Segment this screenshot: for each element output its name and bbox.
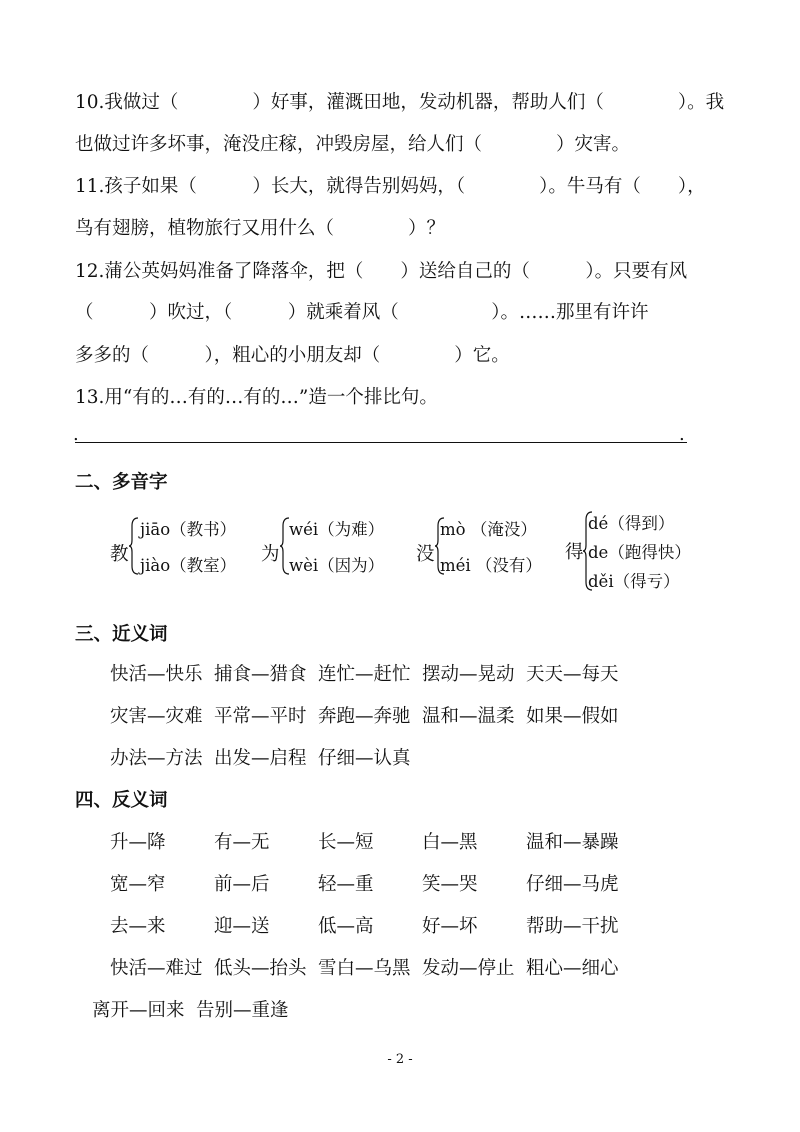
synonym-pair: 天天—每天 — [526, 664, 619, 685]
answer-line-end-dot: . — [679, 424, 685, 445]
antonym-pair: 好—坏 — [422, 916, 478, 937]
antonym-pair: 快活—难过 — [110, 958, 203, 979]
question-10-line-2: 也做过许多坏事，淹没庄稼，冲毁房屋，给人们（ ）灾害。 — [75, 134, 631, 155]
polyphone-char: 为 — [261, 544, 280, 565]
antonym-pair: 粗心—细心 — [526, 958, 619, 979]
antonym-pair: 有—无 — [214, 832, 270, 853]
polyphone-group-mei — [414, 512, 564, 592]
synonym-pair: 仔细—认真 — [318, 748, 411, 769]
question-11-line-2: 鸟有翅膀，植物旅行又用什么（ ）？ — [75, 218, 446, 239]
polyphone-reading: děi（得亏） — [588, 572, 680, 591]
antonym-pair: 迎—送 — [214, 916, 270, 937]
antonym-pair: 前—后 — [214, 874, 270, 895]
antonym-pair: 升—降 — [110, 832, 166, 853]
polyphone-group-wei — [259, 512, 399, 592]
question-13-line-1: 13.用“有的…有的…有的…”造一个排比句。 — [75, 387, 438, 408]
polyphone-reading: wéi（为难） — [289, 520, 385, 539]
antonym-pair: 帮助—干扰 — [526, 916, 619, 937]
polyphone-reading: dé（得到） — [588, 514, 675, 533]
antonym-pair: 雪白—乌黑 — [318, 958, 411, 979]
question-12-line-2: （ ）吹过，（ ）就乘着风（ ）。……那里有许许 — [75, 302, 649, 323]
polyphone-reading: jiāo（教书） — [140, 520, 237, 539]
section-polyphone-heading: 二、多音字 — [75, 472, 168, 493]
synonym-pair: 捕食—猎食 — [214, 664, 307, 685]
polyphone-char: 教 — [110, 544, 129, 565]
antonym-pair: 告别—重逢 — [196, 1000, 289, 1021]
synonym-pair: 办法—方法 — [110, 748, 203, 769]
polyphone-group-de — [563, 506, 713, 598]
synonym-pair: 温和—温柔 — [422, 706, 515, 727]
polyphone-reading: de（跑得快） — [588, 543, 691, 562]
antonym-pair: 长—短 — [318, 832, 374, 853]
question-12-line-3: 多多的（ ），粗心的小朋友却（ ）它。 — [75, 345, 510, 366]
antonym-pair: 去—来 — [110, 916, 166, 937]
antonym-pair: 温和—暴躁 — [526, 832, 619, 853]
polyphone-reading: wèi（因为） — [289, 556, 385, 575]
synonym-pair: 快活—快乐 — [110, 664, 203, 685]
antonym-pair: 低头—抬头 — [214, 958, 307, 979]
polyphone-char: 没 — [416, 544, 435, 565]
antonym-pair: 轻—重 — [318, 874, 374, 895]
antonym-pair: 低—高 — [318, 916, 374, 937]
antonym-pair: 离开—回来 — [92, 1000, 185, 1021]
synonym-pair: 平常—平时 — [214, 706, 307, 727]
question-12-line-1: 12.蒲公英妈妈准备了降落伞，把（ ）送给自己的（ ）。只要有风 — [75, 261, 688, 282]
polyphone-char: 得 — [565, 542, 584, 563]
answer-line-start-dot: . — [73, 424, 79, 445]
polyphone-reading: jiào（教室） — [140, 556, 237, 575]
synonym-pair: 出发—启程 — [214, 748, 307, 769]
answer-line[interactable] — [75, 442, 687, 443]
synonym-pair: 如果—假如 — [526, 706, 619, 727]
section-synonyms-heading: 三、近义词 — [75, 624, 168, 645]
question-11-line-1: 11.孩子如果（ ）长大，就得告别妈妈，（ ）。牛马有（ ）， — [75, 176, 706, 197]
section-antonyms-heading: 四、反义词 — [75, 790, 168, 811]
polyphone-group-jiao — [108, 512, 248, 592]
synonym-pair: 灾害—灾难 — [110, 706, 203, 727]
brace-icon — [128, 516, 140, 576]
synonym-pair: 连忙—赶忙 — [318, 664, 411, 685]
antonym-pair: 笑—哭 — [422, 874, 478, 895]
polyphone-reading: mò （淹没） — [440, 520, 537, 539]
polyphone-reading: méi （没有） — [440, 556, 542, 575]
antonym-pair: 发动—停止 — [422, 958, 515, 979]
synonym-pair: 奔跑—奔驰 — [318, 706, 411, 727]
antonym-pair: 宽—窄 — [110, 874, 166, 895]
page-number: - 2 - — [387, 1052, 413, 1067]
synonym-pair: 摆动—晃动 — [422, 664, 515, 685]
antonym-pair: 白—黑 — [422, 832, 478, 853]
question-10-line-1: 10.我做过（ ）好事，灌溉田地，发动机器，帮助人们（ ）。我 — [75, 92, 725, 113]
antonym-pair: 仔细—马虎 — [526, 874, 619, 895]
